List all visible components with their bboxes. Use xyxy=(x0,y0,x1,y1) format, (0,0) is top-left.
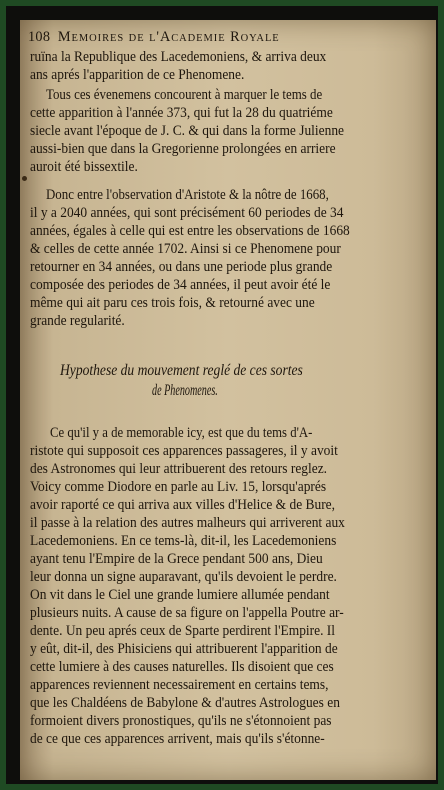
text-line: des Astronomes qui leur attribuerent des retours reglez. xyxy=(30,461,328,477)
text-line: années, égales à celle qui est entre les observations de 1668 xyxy=(30,223,350,239)
text-line: Lacedemoniens. En ce tems-là, dit-il, les Lacedemoniens xyxy=(30,533,337,549)
text-line: Ce qu'il y a de memorable icy, est que du tems d'A- xyxy=(50,425,313,441)
text-line: dente. Un peu aprés ceux de Sparte perdirent l'Empire. Il xyxy=(30,623,336,639)
text-line: On vit dans le Ciel une grande lumiere allumée pendant xyxy=(30,587,330,603)
text-line: il passe à la relation des autres malheurs qui arriverent aux xyxy=(30,515,345,531)
running-title: Memoires de l'Academie Royale xyxy=(57,29,280,45)
section-heading: Hypothese du mouvement reglé de ces sortes xyxy=(60,362,303,379)
text-line: siecle avant l'époque de J. C. & qui dans la forme Julienne xyxy=(30,123,345,139)
text-line: auroit été bissextile. xyxy=(30,159,138,175)
section-heading: de Phenomenes. xyxy=(152,382,218,399)
text-line: leur donna un signe auparavant, qu'ils devoient le perdre. xyxy=(30,569,337,585)
text-line: y eût, dit-il, des Phisiciens qui attribuerent l'apparition de xyxy=(30,641,338,657)
text-line: ristote qui supposoit ces apparences passageres, il y avoit xyxy=(30,443,338,459)
text-line: ayant tenu l'Empire de la Grece pendant 500 ans, Dieu xyxy=(30,551,323,567)
running-header xyxy=(28,28,424,46)
text-line: Donc entre l'observation d'Aristote & la nôtre de 1668, xyxy=(46,187,329,203)
text-line: aussi-bien que dans la Gregorienne prolongées en arriere xyxy=(30,141,336,157)
photo-frame xyxy=(6,6,438,784)
text-line: cette lumiere à des causes naturelles. Ils disoient que ces xyxy=(30,659,334,675)
text-line: apparences reviennent necessairement en certains tems, xyxy=(30,677,329,693)
text-line: il y a 2040 années, qui sont précisément 60 periodes de 34 xyxy=(30,205,344,221)
text-line: Voicy comme Diodore en parle au Liv. 15, lorsqu'aprés xyxy=(30,479,327,495)
text-line: de ce que ces apparences arrivent, mais qu'ils s'étonne- xyxy=(30,731,325,747)
book-page xyxy=(20,20,436,780)
text-line: composée des periodes de 34 années, il peut avoir été le xyxy=(30,277,331,293)
text-line: Tous ces évenemens concourent à marquer le tems de xyxy=(46,87,323,103)
text-line: & celles de cette année 1702. Ainsi si ce Phenomene pour xyxy=(30,241,341,257)
text-line: cette apparition à l'année 373, qui fut la 28 du quatriéme xyxy=(30,105,333,121)
page-number: 108 xyxy=(28,29,51,45)
text-line: ans aprés l'apparition de ce Phenomene. xyxy=(30,67,245,83)
ink-mark xyxy=(22,176,27,181)
text-line: que les Chaldéens de Babylone & d'autres Astrologues en xyxy=(30,695,340,711)
text-line: ruïna la Republique des Lacedemoniens, & arriva deux xyxy=(30,49,327,65)
text-line: grande regularité. xyxy=(30,313,125,329)
text-line: même qui ait paru ces trois fois, & retourné avec une xyxy=(30,295,315,311)
text-line: retourner en 34 années, ou dans une periode plus grande xyxy=(30,259,333,275)
text-line: plusieurs nuits. A cause de sa figure on l'appella Poutre ar- xyxy=(30,605,344,621)
text-line: formoient divers pronostiques, qu'ils ne s'étonnoient pas xyxy=(30,713,332,729)
text-line: avoir raporté ce qui arriva aux villes d'Helice & de Bure, xyxy=(30,497,336,513)
